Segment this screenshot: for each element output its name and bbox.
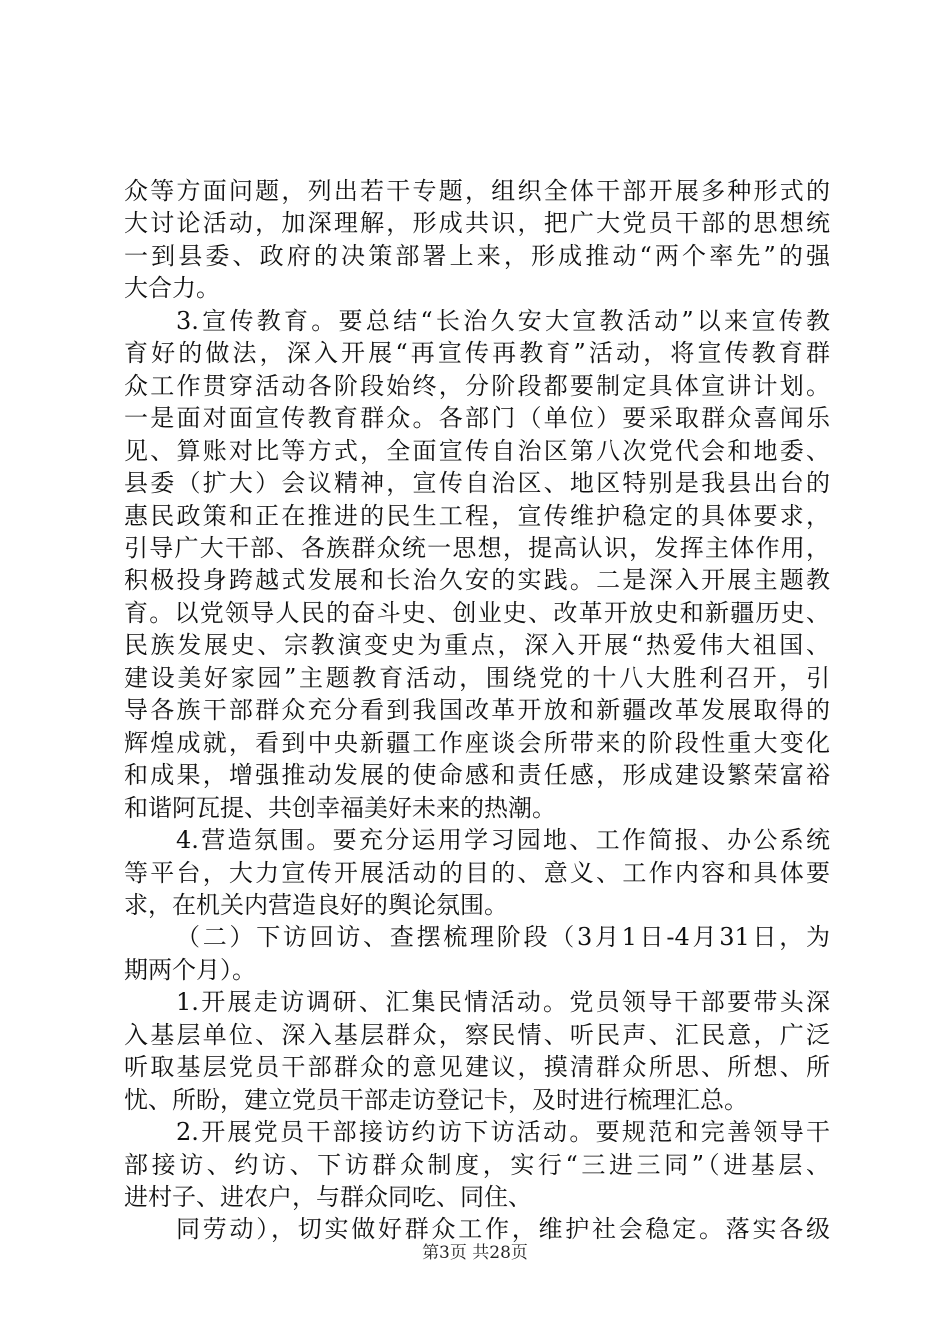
body-line: 期两个月）。 [124,955,256,984]
page-footer: 第3页 共28页 [422,1243,528,1263]
body-line: 大讨论活动，加深理解，形成共识，把广大党员干部的思想统 [124,209,830,238]
body-line: 众等方面问题，列出若干专题，组织全体干部开展多种形式的 [124,177,830,205]
body-line: 忧、所盼，建立党员干部走访登记卡，及时进行梳理汇总。 [124,1085,748,1114]
body-line: 求，在机关内营造良好的舆论氛围。 [124,890,508,919]
body-line: 见、算账对比等方式，全面宣传自治区第八次党代会和地委、 [124,436,830,465]
body-line: 2.开展党员干部接访约访下访活动。要规范和完善领导干 [176,1118,830,1147]
body-line: 入基层单位、深入基层群众，察民情、听民声、汇民意，广泛 [124,1020,830,1049]
body-line: 积极投身跨越式发展和长治久安的实践。二是深入开展主题教 [124,566,830,595]
body-line: 大合力。 [124,274,220,303]
body-line: 1.开展走访调研、汇集民情活动。党员领导干部要带头深 [176,988,830,1017]
body-line: 部接访、约访、下访群众制度，实行“三进三同”（进基层、 [124,1150,830,1179]
body-line: 3.宣传教育。要总结“长治久安大宣教活动”以来宣传教 [176,306,830,335]
body-line: 引导广大干部、各族群众统一思想，提高认识，发挥主体作用， [124,534,830,562]
body-line: 惠民政策和正在推进的民生工程，宣传维护稳定的具体要求， [124,501,830,530]
body-line: 一是面对面宣传教育群众。各部门（单位）要采取群众喜闻乐 [124,404,830,433]
body-line: 导各族干部群众充分看到我国改革开放和新疆改革发展取得的 [124,696,830,725]
body-line: 等平台，大力宣传开展活动的目的、意义、工作内容和具体要 [124,858,830,887]
body-line: 4.营造氛围。要充分运用学习园地、工作简报、办公系统 [176,826,830,854]
body-line: （二）下访回访、查摆梳理阶段（3月1日-4月31日，为 [176,923,830,952]
body-line: 育。以党领导人民的奋斗史、创业史、改革开放史和新疆历史、 [124,598,830,627]
body-line: 建设美好家园”主题教育活动，围绕党的十八大胜利召开，引 [124,663,830,692]
body-line: 育好的做法，深入开展“再宣传再教育”活动，将宣传教育群 [124,339,830,368]
body-line: 进村子、进农户，与群众同吃、同住、 [124,1183,532,1211]
body-line: 和成果，增强推动发展的使命感和责任感，形成建设繁荣富裕 [124,761,830,790]
body-line: 和谐阿瓦提、共创幸福美好未来的热潮。 [124,793,556,822]
body-line: 同劳动），切实做好群众工作，维护社会稳定。落实各级 [176,1215,830,1244]
body-line: 县委（扩大）会议精神，宣传自治区、地区特别是我县出台的 [124,469,830,498]
body-line: 辉煌成就，看到中央新疆工作座谈会所带来的阶段性重大变化 [124,728,830,757]
body-line: 听取基层党员干部群众的意见建议，摸清群众所思、所想、所 [124,1053,830,1082]
body-line: 民族发展史、宗教演变史为重点，深入开展“热爱伟大祖国、 [124,631,830,660]
body-line: 一到县委、政府的决策部署上来，形成推动“两个率先”的强 [124,241,830,270]
body-line: 众工作贯穿活动各阶段始终，分阶段都要制定具体宣讲计划。 [124,371,830,400]
